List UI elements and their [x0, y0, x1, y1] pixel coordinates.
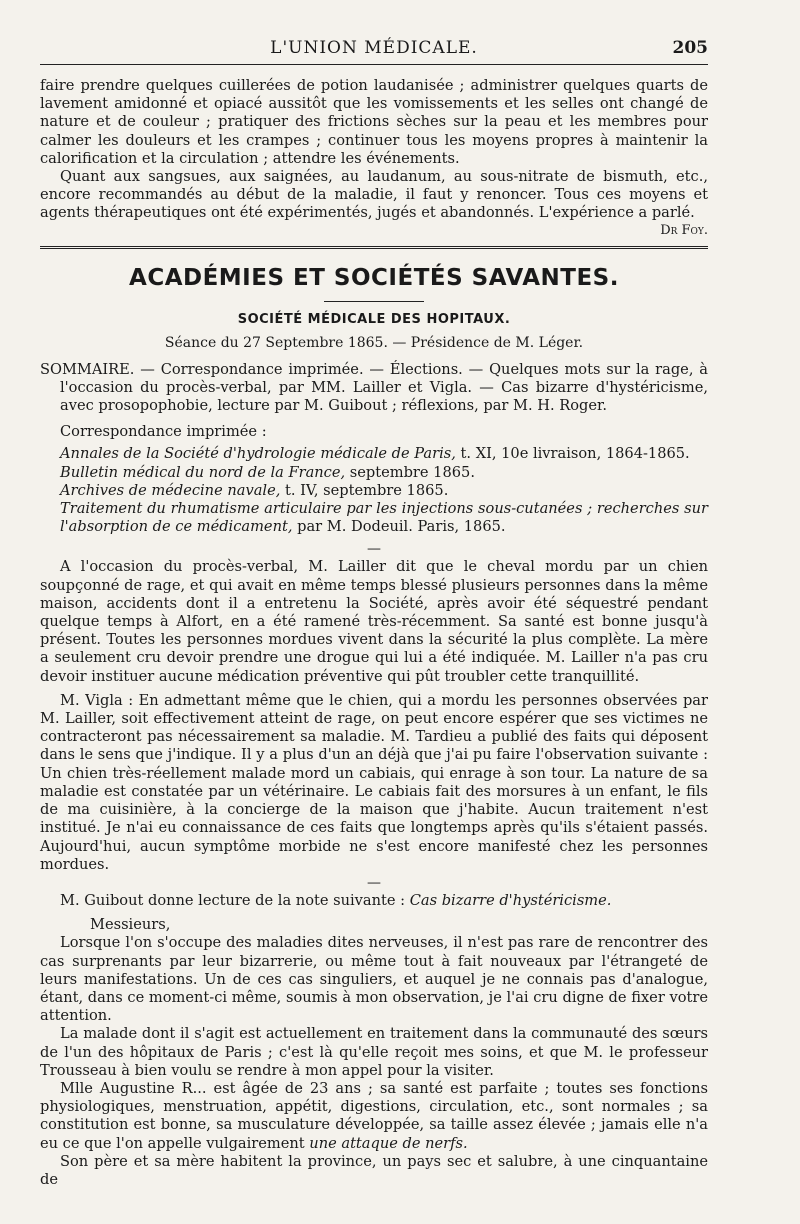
- paragraph-malade: La malade dont il s'agit est actuellement en traitement dans la communauté des sœurs de l'un des hôpitaux de Paris ; c'est là qu'elle reçoit mes soins, et que M. le professeur Trousseau à bien voulu se rendre à mon appel pour la visiter.: [40, 1025, 708, 1079]
- subsection-title: SOCIÉTÉ MÉDICALE DES HOPITAUX.: [237, 311, 511, 327]
- page-number: 205: [672, 38, 708, 58]
- citation-details: septembre 1865.: [345, 463, 475, 481]
- paragraph-sangsues: Quant aux sangsues, aux saignées, au laudanum, au sous-nitrate de bismuth, etc., encore recommandés au début de la maladie, il faut y renoncer. Tous ces moyens et agents thérapeutiques ont été expérimentés, jugés et abandonnés. L'expérience a parlé.: [40, 168, 708, 222]
- running-head: [40, 38, 708, 65]
- paragraph-opening: faire prendre quelques cuillerées de potion laudanisée ; administrer quelques quarts de lavement amidonné et opiacé aussitôt que les vomissements et les selles ont changé de nature et de couleur ; pratiquer des frictions sèches sur la peau et les membres pour calmer les douleurs et les crampes ; continuer tous les moyens propres à maintenir la calorification et la circulation ; attendre les événements.: [40, 77, 708, 167]
- list-item: [40, 500, 708, 536]
- paragraph-pere: Son père et sa mère habitent la province, un pays sec et salubre, à une cinquantaine de: [40, 1152, 708, 1188]
- separator-dash: —: [367, 541, 381, 558]
- correspondance-list: [40, 445, 708, 536]
- meeting-line: Séance du 27 Septembre 1865. — Présidence de M. Léger.: [164, 334, 584, 351]
- citation-details: t. XI, 10e livraison, 1864-1865.: [455, 445, 690, 463]
- list-item: [40, 482, 708, 500]
- salutation: Messieurs,: [90, 916, 171, 934]
- paragraph-guibout-intro: [40, 892, 708, 910]
- augustine-italic: une attaque de nerfs.: [309, 1134, 468, 1152]
- list-item: [40, 445, 708, 463]
- running-title: L'UNION MÉDICALE.: [270, 38, 478, 58]
- citation-title: Bulletin médical du nord de la France,: [60, 463, 346, 481]
- sommaire-text: — Correspondance imprimée. — Élections. — Quelques mots sur la rage, à l'occasion du procès-verbal, par MM. Lailler et Vigla. — Cas bizarre d'hystéricisme, avec prosopophobie, lecture par M. Guibout ; réflexions, par M. H. Roger.: [60, 360, 708, 415]
- citation-details: par M. Dodeuil. Paris, 1865.: [292, 518, 506, 536]
- signature: Dr Foy.: [660, 222, 708, 238]
- paragraph-lorsque: Lorsque l'on s'occupe des maladies dites nerveuses, il n'est pas rare de rencontrer des cas surprenants par leur bizarrerie, ou même tout à fait nouveaux par l'étrangeté de leurs manifestations. Un de ces cas singuliers, et auquel je ne connais pas d'analogue, étant, dans ce moment-ci même, soumis à mon observation, je l'ai cru digne de fixer votre attention.: [40, 934, 708, 1025]
- guibout-intro-text: M. Guibout donne lecture de la note suivante :: [60, 891, 410, 909]
- sommaire-label: SOMMAIRE.: [40, 360, 135, 378]
- short-rule-divider: [324, 301, 424, 302]
- citation-title: Annales de la Société d'hydrologie médicale de Paris,: [60, 445, 456, 463]
- paragraph-augustine: [40, 1080, 708, 1153]
- section-title: ACADÉMIES ET SOCIÉTÉS SAVANTES.: [129, 264, 619, 291]
- citation-details: t. IV, septembre 1865.: [280, 481, 449, 499]
- double-rule-divider: [40, 246, 708, 249]
- correspondance-label: Correspondance imprimée :: [60, 423, 267, 441]
- list-item: [40, 464, 708, 482]
- separator-dash: —: [367, 874, 381, 891]
- citation-title: Traitement du rhumatisme articulaire par les injections sous-cutanées ; recherches sur l'absorption de ce médicament,: [60, 500, 708, 536]
- citation-title: Archives de médecine navale,: [60, 481, 281, 499]
- paragraph-lailler: A l'occasion du procès-verbal, M. Lailler dit que le cheval mordu par un chien soupçonné de rage, et qui avait en même temps blessé plusieurs personnes dans la même maison, accidents dont il a entretenu la Société, après avoir été séquestré pendant quelque temps à Alfort, en a été ramené très-récemment. Sa santé est bonne jusqu'à présent. Toutes les personnes mordues vivent dans la sécurité la plus complète. La mère a seulement cru devoir prendre une drogue qui lui a été indiquée. M. Lailler n'a pas cru devoir instituer aucune médication préventive qui pût troubler cette tranquillité.: [40, 558, 708, 685]
- guibout-title: Cas bizarre d'hystéricisme.: [409, 891, 612, 909]
- paragraph-vigla: M. Vigla : En admettant même que le chien, qui a mordu les personnes observées par M. Lailler, soit effectivement atteint de rage, on peut encore espérer que ses victimes ne contracteront pas nécessairement sa maladie. M. Tardieu a publié des faits qui déposent dans le sens que j'indique. Il y a plus d'un an déjà que j'ai pu faire l'observation suivante : Un chien très-réellement malade mord un cabiais, qui enrage à son tour. La nature de sa maladie est constatée par un vétérinaire. Le cabiais fait des morsures à un enfant, le fils de ma cuisinière, à la concierge de la maison que j'habite. Aucun traitement n'est institué. Je n'ai eu connaissance de ces faits que longtemps après qu'ils s'étaient passés. Aujourd'hui, aucun symptôme morbide ne s'est encore manifesté chez les personnes mordues.: [40, 691, 708, 873]
- augustine-text: Mlle Augustine R... est âgée de 23 ans ; sa santé est parfaite ; toutes ses fonctions physiologiques, menstruation, appétit, digestions, circulation, etc., sont normales ; sa constitution est bonne, sa musculature développée, sa taille assez élevée ; jamais elle n'a eu ce que l'on appelle vulgairement: [40, 1079, 708, 1152]
- sommaire: [40, 361, 708, 416]
